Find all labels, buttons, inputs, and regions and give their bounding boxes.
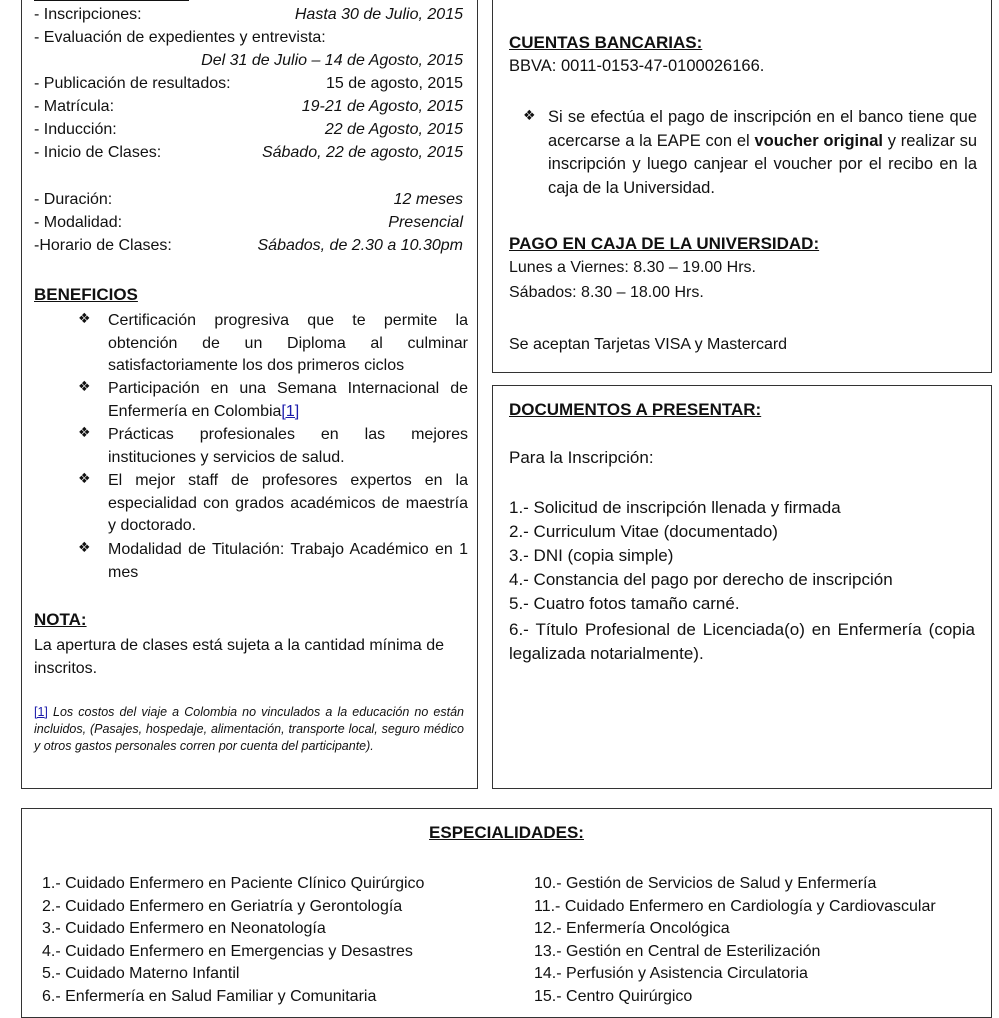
diamond-bullet-icon: ❖ — [523, 107, 536, 123]
specialty-item: 12.- Enfermería Oncológica — [534, 920, 730, 937]
benefit-text: Certificación progresiva que te permite la obtención de un Diploma al culminar satisfactoriamente los dos primeros ciclos — [108, 312, 468, 374]
benefit-item — [78, 310, 468, 378]
schedule-value: 22 de Agosto, 2015 — [324, 121, 463, 138]
bank-heading: CUENTAS BANCARIAS: — [509, 33, 703, 52]
specialty-item: 2.- Cuidado Enfermero en Geriatría y Gerontología — [42, 897, 403, 915]
detail-label: - Modalidad: — [34, 214, 123, 231]
note-heading: NOTA: — [34, 610, 87, 629]
schedule-row — [34, 121, 463, 139]
schedule-label: - Inducción: — [34, 121, 117, 138]
document-item: 6.- Título Profesional de Licenciada(o) en Enfermería (copia legalizada notarialmente). — [509, 620, 975, 663]
diamond-bullet-icon: ❖ — [78, 470, 91, 486]
document-item: 1.- Solicitud de inscripción llenada y firmada — [509, 498, 841, 517]
specialty-item: 11.- Cuidado Enfermero en Cardiología y Cardiovascular — [534, 897, 936, 915]
document-item: 5.- Cuatro fotos tamaño carné. — [509, 594, 740, 613]
schedule-label: - Inicio de Clases: — [34, 144, 162, 161]
cashier-heading: PAGO EN CAJA DE LA UNIVERSIDAD: — [509, 234, 820, 253]
specialty-item: 5.- Cuidado Materno Infantil — [42, 965, 240, 982]
detail-row — [34, 191, 463, 209]
payment-info-box — [492, 0, 992, 373]
schedule-row — [34, 52, 463, 70]
detail-label: - Duración: — [34, 191, 113, 208]
documents-heading: DOCUMENTOS A PRESENTAR: — [509, 400, 762, 419]
detail-row — [34, 214, 463, 232]
detail-value: Presencial — [388, 214, 463, 231]
schedule-label: - Publicación de resultados: — [34, 75, 231, 92]
note-text: La apertura de clases está sujeta a la cantidad mínima de inscritos. — [34, 637, 445, 677]
detail-value: 12 meses — [393, 191, 463, 208]
document-item: 2.- Curriculum Vitae (documentado) — [509, 522, 778, 541]
documents-intro: Para la Inscripción: — [509, 448, 654, 467]
document-item: 4.- Constancia del pago por derecho de inscripción — [509, 570, 893, 589]
detail-value: Sábados, de 2.30 a 10.30pm — [257, 237, 463, 254]
benefits-heading: BENEFICIOS — [34, 285, 138, 304]
cashier-cards: Se aceptan Tarjetas VISA y Mastercard — [509, 336, 788, 353]
schedule-label: - Evaluación de expedientes y entrevista: — [34, 29, 326, 46]
diamond-bullet-icon: ❖ — [78, 310, 91, 326]
detail-label: -Horario de Clases: — [34, 237, 172, 254]
program-info-box — [21, 0, 478, 789]
schedule-value: Del 31 de Julio – 14 de Agosto, 2015 — [201, 52, 463, 69]
benefit-item — [78, 424, 468, 469]
diamond-bullet-icon: ❖ — [78, 424, 91, 440]
cashier-saturday: Sábados: 8.30 – 18.00 Hrs. — [509, 284, 704, 301]
document-item: 3.- DNI (copia simple) — [509, 546, 674, 565]
benefit-item — [78, 470, 468, 538]
cashier-weekdays: Lunes a Viernes: 8.30 – 19.00 Hrs. — [509, 259, 756, 276]
benefit-text: Prácticas profesionales en las mejores instituciones y servicios de salud. — [108, 426, 468, 466]
bank-bullet-text: Si se efectúa el pago de inscripción en el banco tiene que acercarse a la EAPE con el — [548, 108, 977, 150]
footnote-text: Los costos del viaje a Colombia no vinculados a la educación no están incluidos, (Pasajes, hospedaje, alimentación, transporte local, seguro médico y otros gastos personales corren por cuenta del participante). — [34, 705, 464, 753]
schedule-label: - Inscripciones: — [34, 6, 142, 23]
schedule-value: 19-21 de Agosto, 2015 — [301, 98, 463, 115]
benefit-item — [78, 378, 468, 423]
specialty-item: 15.- Centro Quirúrgico — [534, 987, 693, 1005]
specialty-item: 1.- Cuidado Enfermero en Paciente Clínico Quirúrgico — [42, 875, 425, 892]
benefit-item — [78, 539, 468, 584]
specialties-heading: ESPECIALIDADES: — [429, 823, 584, 842]
documents-box — [492, 385, 992, 789]
schedule-value: 15 de agosto, 2015 — [325, 75, 463, 92]
specialties-box — [21, 808, 992, 1018]
schedule-row — [34, 75, 463, 93]
footnote-anchor[interactable]: [1] — [34, 705, 48, 719]
specialty-item: 13.- Gestión en Central de Esterilización — [534, 942, 821, 960]
bank-bullet — [523, 106, 977, 200]
heading-underline-fragment — [34, 0, 189, 1]
specialty-item: 4.- Cuidado Enfermero en Emergencias y Desastres — [42, 942, 413, 960]
schedule-value: Hasta 30 de Julio, 2015 — [294, 6, 463, 23]
specialty-item: 3.- Cuidado Enfermero en Neonatología — [42, 920, 326, 937]
schedule-label: - Matrícula: — [34, 98, 115, 115]
bank-bullet-text: y realizar su inscripción y luego canjear el voucher por el recibo en la caja de la Universidad. — [548, 131, 978, 197]
diamond-bullet-icon: ❖ — [78, 378, 91, 394]
specialty-item: 6.- Enfermería en Salud Familiar y Comunitaria — [42, 987, 377, 1005]
specialty-item: 14.- Perfusión y Asistencia Circulatoria — [534, 965, 808, 982]
detail-row — [34, 237, 463, 255]
schedule-value: Sábado, 22 de agosto, 2015 — [261, 144, 463, 161]
schedule-row — [34, 29, 463, 47]
bank-account: BBVA: 0011-0153-47-0100026166. — [509, 57, 765, 75]
benefit-text: Participación en una Semana Internacional de Enfermería en Colombia — [108, 380, 468, 420]
schedule-row — [34, 6, 463, 24]
benefit-text: Modalidad de Titulación: Trabajo Académico en 1 mes — [108, 541, 468, 581]
diamond-bullet-icon: ❖ — [78, 539, 91, 555]
specialties-right-list — [534, 873, 936, 1008]
schedule-row — [34, 144, 463, 162]
specialties-left-list — [42, 873, 424, 1008]
schedule-row — [34, 98, 463, 116]
footnote — [34, 704, 464, 755]
benefit-text: El mejor staff de profesores expertos en la especialidad con grados académicos de maestría y doctorado. — [108, 472, 468, 534]
specialty-item: 10.- Gestión de Servicios de Salud y Enfermería — [534, 875, 877, 892]
bank-bullet-bold: voucher original — [754, 131, 883, 150]
footnote-link[interactable]: [1] — [281, 402, 300, 420]
